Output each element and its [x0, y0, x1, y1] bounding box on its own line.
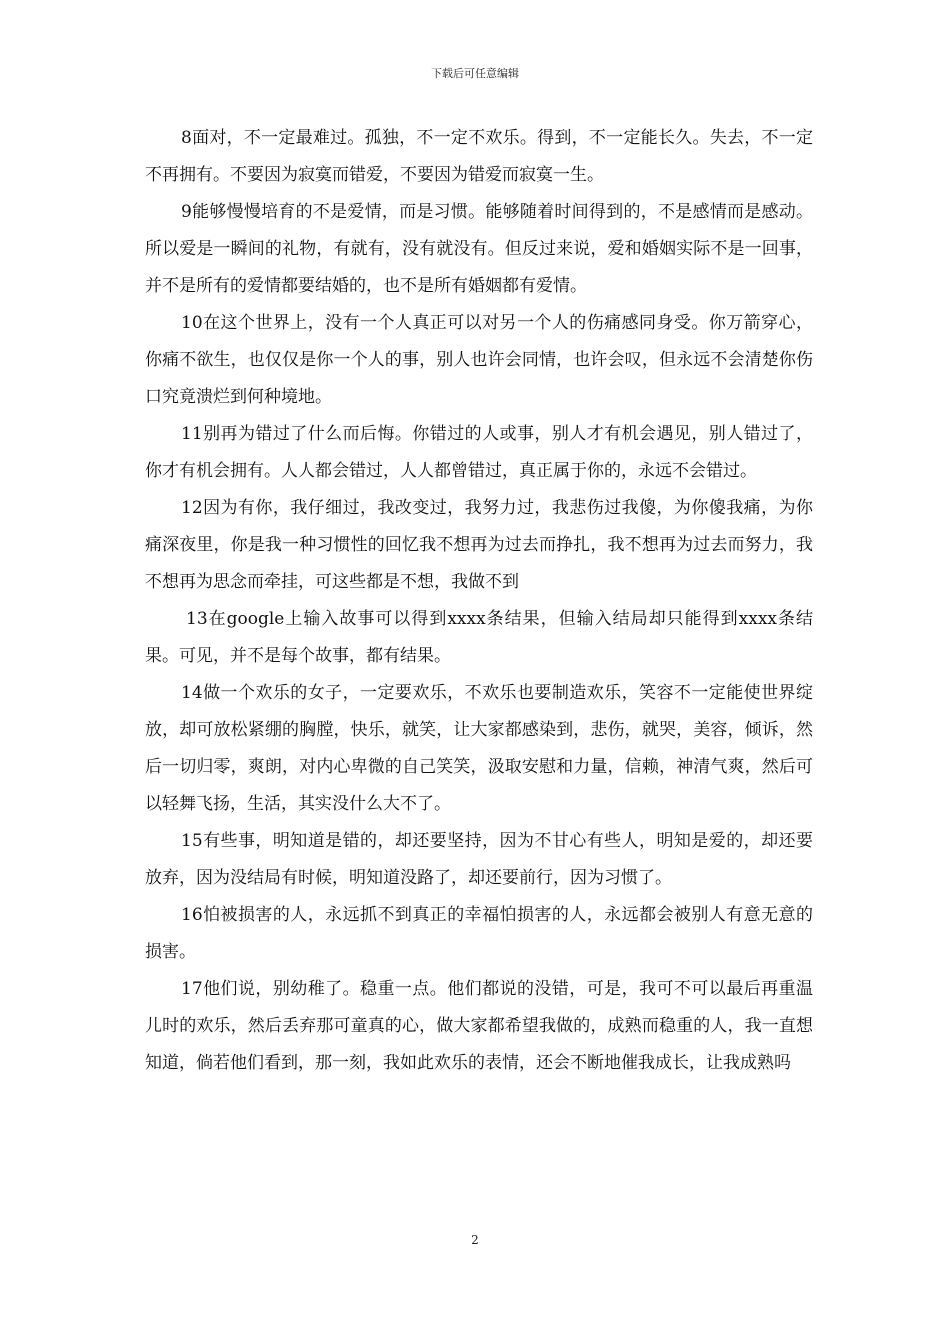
paragraph-17: 17他们说，别幼稚了。稳重一点。他们都说的没错，可是，我可不可以最后再重温儿时的欢乐，然后丢弃那可童真的心，做大家都希望我做的，成熟而稳重的人，我一直想知道，倘若他们看到，那一刻，我如此欢乐的表情，还会不断地催我成长，让我成熟吗	[145, 979, 813, 1073]
paragraph-9: 9能够慢慢培育的不是爱情，而是习惯。能够随着时间得到的，不是感情而是感动。所以爱是一瞬间的礼物，有就有，没有就没有。但反过来说，爱和婚姻实际不是一回事，并不是所有的爱情都要结婚的，也不是所有婚姻都有爱情。	[145, 202, 813, 296]
paragraph-8: 8面对，不一定最难过。孤独，不一定不欢乐。得到，不一定能长久。失去，不一定不再拥有。不要因为寂寞而错爱，不要因为错爱而寂寞一生。	[145, 128, 813, 185]
page-header: 下载后可任意编辑	[431, 67, 519, 80]
paragraph-14: 14做一个欢乐的女子，一定要欢乐，不欢乐也要制造欢乐，笑容不一定能使世界绽放，却可放松紧绷的胸膛，快乐，就笑，让大家都感染到，悲伤，就哭，美容，倾诉，然后一切归零，爽朗，对内心卑微的自己笑笑，汲取安慰和力量，信赖，神清气爽，然后可以轻舞飞扬，生活，其实没什么大不了。	[145, 683, 813, 814]
paragraph-11: 11别再为错过了什么而后悔。你错过的人或事，别人才有机会遇见，别人错过了，你才有机会拥有。人人都会错过，人人都曾错过，真正属于你的，永远不会错过。	[145, 424, 813, 481]
page-body	[145, 120, 813, 1082]
paragraph-12: 12因为有你，我仔细过，我改变过，我努力过，我悲伤过我傻，为你傻我痛，为你痛深夜里，你是我一种习惯性的回忆我不想再为过去而挣扎，我不想再为过去而努力，我不想再为思念而牵挂，可这些都是不想，我做不到	[145, 498, 813, 592]
paragraph-15: 15有些事，明知道是错的，却还要坚持，因为不甘心有些人，明知是爱的，却还要放弃，因为没结局有时候，明知道没路了，却还要前行，因为习惯了。	[145, 831, 813, 888]
page-number: 2	[471, 1233, 479, 1247]
paragraph-13: 13在google上输入故事可以得到xxxx条结果，但输入结局却只能得到xxxx条结果。可见，并不是每个故事，都有结果。	[145, 609, 813, 666]
paragraph-16: 16怕被损害的人，永远抓不到真正的幸福怕损害的人，永远都会被别人有意无意的损害。	[145, 905, 813, 962]
paragraph-10: 10在这个世界上，没有一个人真正可以对另一个人的伤痛感同身受。你万箭穿心，你痛不欲生，也仅仅是你一个人的事，别人也许会同情，也许会叹，但永远不会清楚你伤口究竟溃烂到何种境地。	[145, 313, 813, 407]
